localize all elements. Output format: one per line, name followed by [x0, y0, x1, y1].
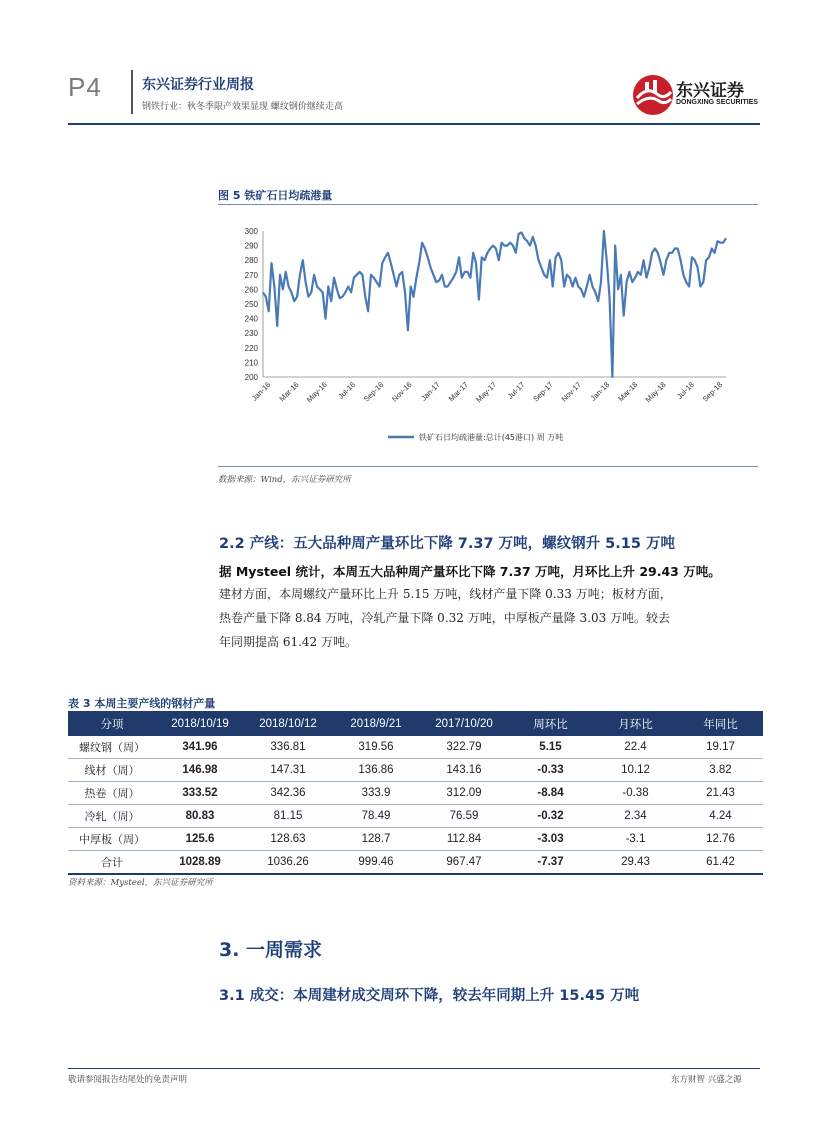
cell: -0.38 — [593, 782, 678, 805]
legend-label: 铁矿石日均疏港量:总计(45港口) 周 万吨 — [419, 433, 564, 442]
cell: -3.1 — [593, 828, 678, 851]
section-2-2-title: 2.2 产线：五大品种周产量环比下降 7.37 万吨，螺纹钢升 5.15 万吨 — [219, 536, 675, 552]
page-number: P4 — [68, 72, 102, 102]
paragraph-line: 建材方面，本周螺纹产量环比上升 5.15 万吨，线材产量下降 0.33 万吨；板材方面， — [219, 587, 672, 601]
table-total-row — [68, 851, 763, 875]
cell: 146.98 — [156, 759, 244, 782]
col-header: 2018/10/12 — [244, 711, 332, 736]
cell: -0.32 — [508, 805, 593, 828]
cell: 81.15 — [244, 805, 332, 828]
cell: 999.46 — [332, 851, 420, 875]
figure-top-rule — [218, 204, 758, 205]
figure-source: 数据来源：Wind，东兴证券研究所 — [218, 475, 351, 485]
footer-disclaimer: 敬请参阅报告结尾处的免责声明 — [68, 1075, 188, 1085]
y-tick-label: 240 — [244, 314, 258, 324]
x-tick-label: Nov-16 — [390, 380, 414, 404]
paragraph-line: 年同期提高 61.42 万吨。 — [219, 635, 357, 649]
row-label: 螺纹钢（周） — [68, 736, 156, 759]
y-tick-label: 280 — [244, 256, 258, 266]
table-row — [68, 782, 763, 805]
cell: 3.82 — [678, 759, 763, 782]
logo-text-cn: 东兴证券 — [676, 81, 744, 101]
x-tick-label: Jul-18 — [675, 380, 696, 401]
cell: 10.12 — [593, 759, 678, 782]
cell: 136.86 — [332, 759, 420, 782]
row-label: 中厚板（周） — [68, 828, 156, 851]
table-row — [68, 828, 763, 851]
cell: -8.84 — [508, 782, 593, 805]
x-tick-label: Sep-16 — [361, 380, 386, 404]
x-tick-label: Mar-18 — [616, 380, 640, 404]
row-label: 热卷（周） — [68, 782, 156, 805]
cell: -3.03 — [508, 828, 593, 851]
report-title: 东兴证券行业周报 — [142, 77, 254, 93]
cell: 341.96 — [156, 736, 244, 759]
col-header: 分项 — [68, 711, 156, 736]
cell: 22.4 — [593, 736, 678, 759]
cell: 76.59 — [420, 805, 508, 828]
cell: 322.79 — [420, 736, 508, 759]
row-label: 冷轧（周） — [68, 805, 156, 828]
x-tick-label: May-18 — [643, 380, 668, 405]
cell: 1028.89 — [156, 851, 244, 875]
section-2-2-lead: 据 Mysteel 统计，本周五大品种周产量环比下降 7.37 万吨，月环比上升 29.43 万吨。 — [219, 564, 721, 579]
x-tick-label: May-16 — [304, 380, 329, 405]
cell: 61.42 — [678, 851, 763, 875]
table-row — [68, 759, 763, 782]
cell: 125.6 — [156, 828, 244, 851]
cell: 12.76 — [678, 828, 763, 851]
cell: 78.49 — [332, 805, 420, 828]
table-row — [68, 736, 763, 759]
table-row — [68, 805, 763, 828]
x-tick-label: Jul-16 — [336, 380, 358, 401]
series-line — [263, 231, 726, 377]
cell: 1036.26 — [244, 851, 332, 875]
cell: 143.16 — [420, 759, 508, 782]
y-tick-label: 300 — [244, 227, 258, 236]
y-tick-label: 200 — [244, 373, 258, 382]
cell: 147.31 — [244, 759, 332, 782]
cell: 319.56 — [332, 736, 420, 759]
report-subtitle: 钢铁行业：秋冬季限产效果显现 螺纹钢价继续走高 — [142, 102, 343, 112]
x-tick-label: Mar-16 — [277, 380, 301, 404]
cell: -7.37 — [508, 851, 593, 875]
col-header: 2018/9/21 — [332, 711, 420, 736]
x-tick-label: Jul-17 — [505, 380, 527, 401]
logo-text-en: DONGXING SECURITIES — [676, 99, 759, 106]
x-tick-label: Jan-16 — [249, 380, 273, 403]
y-tick-label: 210 — [244, 358, 258, 368]
x-tick-label: Sep-17 — [531, 380, 555, 404]
logo-mark-icon — [631, 72, 675, 118]
cell: -0.33 — [508, 759, 593, 782]
y-tick-label: 230 — [244, 329, 258, 339]
iron-ore-chart — [218, 206, 758, 464]
y-tick-label: 290 — [244, 241, 258, 251]
footer-slogan: 东方财智 兴盛之源 — [671, 1075, 742, 1085]
col-header: 月环比 — [593, 711, 678, 736]
y-tick-label: 260 — [244, 285, 258, 295]
col-header: 年同比 — [678, 711, 763, 736]
header-separator — [131, 70, 133, 114]
col-header: 2017/10/20 — [420, 711, 508, 736]
plot-area — [263, 231, 726, 377]
cell: 333.9 — [332, 782, 420, 805]
cell: 967.47 — [420, 851, 508, 875]
cell: 128.7 — [332, 828, 420, 851]
row-label: 线材（周） — [68, 759, 156, 782]
y-tick-label: 270 — [244, 270, 258, 280]
cell: 333.52 — [156, 782, 244, 805]
steel-output-table — [68, 711, 763, 875]
figure-title: 图 5 铁矿石日均疏港量 — [218, 189, 333, 202]
x-tick-label: May-17 — [474, 380, 499, 405]
paragraph-line: 热卷产量下降 8.84 万吨，冷轧产量下降 0.32 万吨，中厚板产量降 3.03 万吨。较去 — [219, 611, 671, 625]
col-header: 周环比 — [508, 711, 593, 736]
cell: 128.63 — [244, 828, 332, 851]
y-axis — [245, 227, 263, 382]
cell: 4.24 — [678, 805, 763, 828]
cell: 342.36 — [244, 782, 332, 805]
cell: 336.81 — [244, 736, 332, 759]
footer-rule — [68, 1068, 760, 1069]
section-3-1-title: 3.1 成交：本周建材成交周环下降，较去年同期上升 15.45 万吨 — [219, 988, 640, 1004]
x-tick-label: Mar-17 — [446, 380, 471, 404]
section-3-title: 3. 一周需求 — [219, 939, 323, 961]
x-tick-label: Jan-17 — [419, 380, 442, 403]
cell: 2.34 — [593, 805, 678, 828]
x-tick-label: Nov-17 — [559, 380, 583, 404]
header-rule — [68, 123, 760, 125]
x-axis — [250, 377, 726, 404]
cell: 5.15 — [508, 736, 593, 759]
x-tick-label: Jan-18 — [588, 380, 612, 403]
chart-legend — [388, 432, 563, 442]
cell: 29.43 — [593, 851, 678, 875]
y-tick-label: 250 — [244, 300, 258, 309]
table-title: 表 3 本周主要产线的钢材产量 — [68, 697, 216, 710]
col-header: 2018/10/19 — [156, 711, 244, 736]
cell: 21.43 — [678, 782, 763, 805]
cell: 112.84 — [420, 828, 508, 851]
row-label: 合计 — [68, 851, 156, 875]
table-source: 资料来源：Mysteel，东兴证券研究所 — [68, 878, 213, 888]
cell: 80.83 — [156, 805, 244, 828]
cell: 312.09 — [420, 782, 508, 805]
table-header-row — [68, 711, 763, 736]
cell: 19.17 — [678, 736, 763, 759]
figure-bottom-rule — [218, 466, 758, 467]
x-tick-label: Sep-18 — [700, 380, 725, 404]
y-tick-label: 220 — [244, 343, 258, 353]
